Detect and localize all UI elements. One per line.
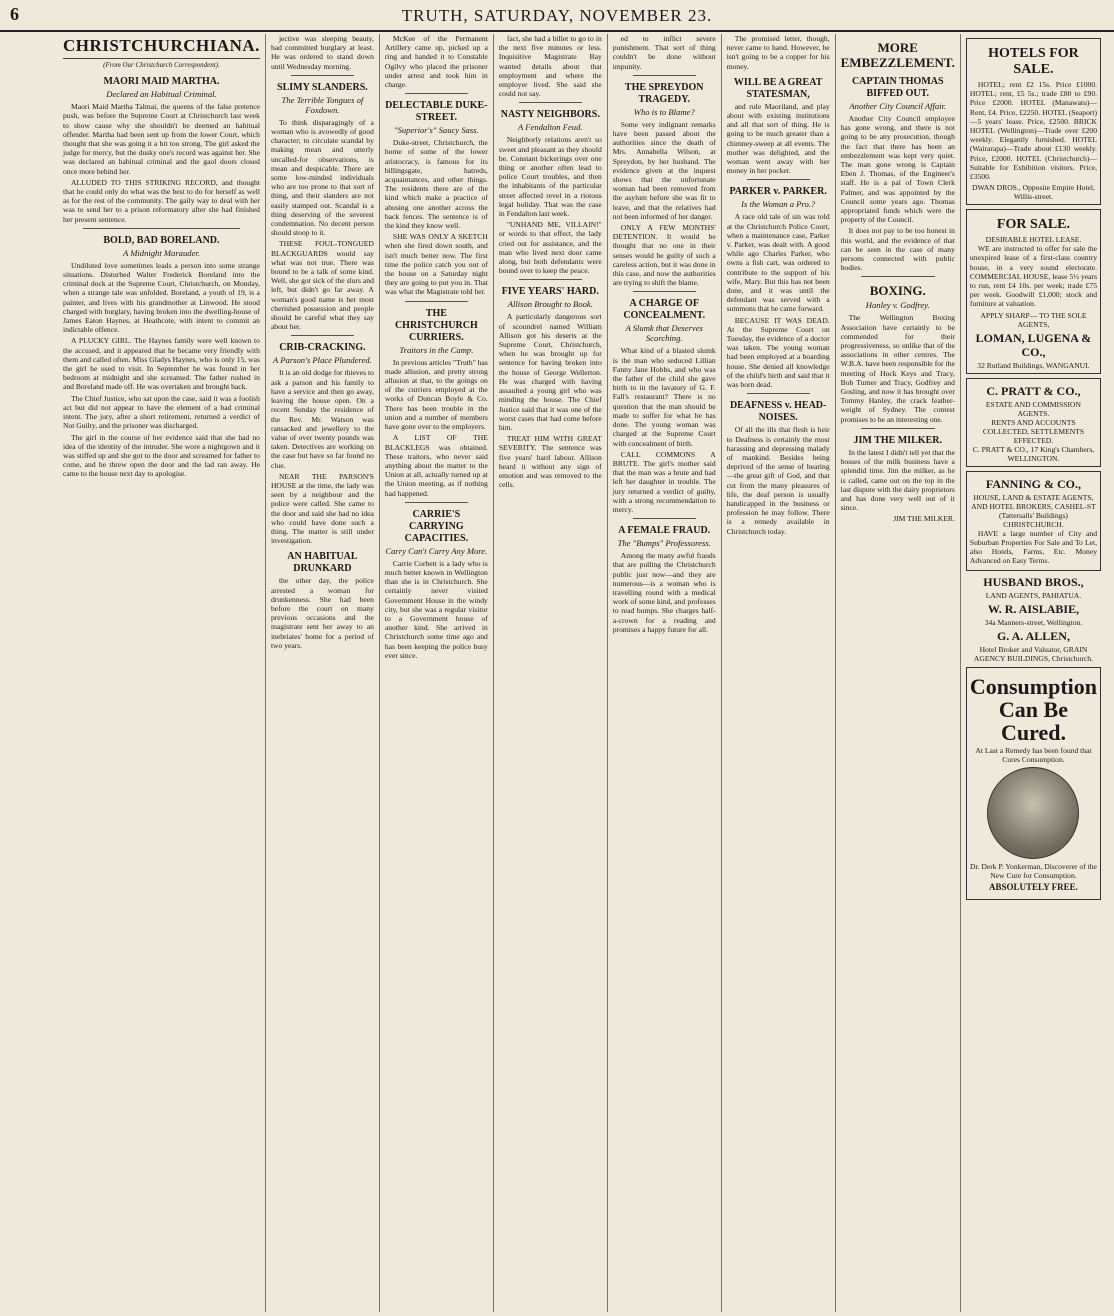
ad-signature: DWAN DROS., Opposite Empire Hotel, Willis-street. xyxy=(971,183,1095,202)
article-deck: "Superior's" Saucy Sass. xyxy=(393,125,479,136)
article-body: Carrie Corbett is a lady who is much better known in Wellington than she is in Christchurch. She certainly never visited Government House in the windy city, but she was a regular visitor to a Government house of another kind. She arrived in Christchurch some time ago and has been keeping the police busy ever since. xyxy=(384,558,488,660)
article-body: In previous articles "Truth" has made allusion, and pretty strong allusion at that, to the goings on of the curriers employed at the works of Duncan Boyle & Co. There has been trouble in the union and a number of members have gone over to the employers. xyxy=(384,357,488,432)
article-headline: MAORI MAID MARTHA. xyxy=(103,76,220,88)
divider xyxy=(519,279,582,280)
ad-address: C. PRATT & CO., 17 King's Chambers, WELLINGTON. xyxy=(972,444,1095,463)
article-deck: A Midnight Marauder. xyxy=(122,247,200,258)
article-body: The girl in the course of her evidence said that she had no idea of the identity of the intruder. She wore a nightgown and it was stiffed up and she got to the door and screamed for father to come, and he threw open the door and the lad ran away. He came to the house next day to apologise. xyxy=(63,432,260,479)
column-4 xyxy=(493,34,607,1312)
article-deck: A Fendalton Feud. xyxy=(518,122,583,133)
article-deck: A Parson's Place Plundered. xyxy=(273,355,372,366)
article-body: Duke-street, Christchurch, the home of some of the lower aristocracy, is famous for its billingsgate, hatreds, acquaintances, and other things. The residents there are of the kind which make a practice of abusing one another across the back fences. The sentence is of the kind they know well. xyxy=(384,138,488,231)
article-deck: A Slumk that Deserves Scorching. xyxy=(625,323,703,344)
article-body: Undiluted love sometimes leads a person into some strange situations. Disturbed Walter Frederick Boreland into the criminal dock at the Supreme Court, Christchurch, on Monday, when a strange tale was unfolded. Boreland, a youth of 19, is a painter, and lives with his grandmother at Linwood. He stood charged with burglary, having broken into the dwelling-house of James Eaton Haynes, at Heathcote, with intent to commit an indictable offence. xyxy=(63,260,260,335)
article-headline: AN HABITUAL DRUNKARD xyxy=(287,551,358,575)
article-body: Some very indignant remarks have been passed about the authorities since the death of Mrs. Annabella Wilson, at Spreydon, by her husband. The evidence given at the inquest shows that the unfortunate woman had been removed from the asylum before she was fit to leave, and that the relatives had not been informed of her danger. xyxy=(612,119,716,221)
article-deck: Hanley v. Godfrey. xyxy=(865,300,930,311)
article-deck: The Terrible Tongues of Foxdown. xyxy=(281,94,364,115)
article-headline: BOXING. xyxy=(869,283,926,299)
divider xyxy=(633,75,696,76)
column-3 xyxy=(379,34,493,1312)
article-body: A LIST OF THE BLACKLEGS was obtained. These traitors, who never said anything about the matter to the Union at all, actually turned up at the Union meeting, as if nothing had happened. xyxy=(384,433,488,498)
divider xyxy=(83,228,240,229)
ad-agent-name: HUSBAND BROS., xyxy=(983,575,1084,590)
divider xyxy=(291,335,354,336)
columns xyxy=(58,34,1106,1312)
article-deck: The "Bumps" Professoress. xyxy=(617,538,711,549)
article-body: In the latest I didn't tell yet that the bosses of the milk business have a splendid time. Jim the milker, as he is called, came out on the top in the last dispute with the dairy proprietors and has done very well out of it since. xyxy=(840,447,955,513)
article-deck: Traitors in the Camp. xyxy=(399,344,474,355)
article-deck: Is the Woman a Pro.? xyxy=(741,199,816,210)
ad-free-offer: ABSOLUTELY FREE. xyxy=(989,882,1078,893)
correspondent-credit: (From Our Christchurch Correspondent). xyxy=(103,61,220,69)
article-headline: BOLD, BAD BORELAND. xyxy=(103,234,220,246)
portrait-caption: Dr. Derk P. Yonkerman, Discoverer of the New Cure for Consumption. xyxy=(969,862,1097,881)
ad-agent-name: FANNING & CO., xyxy=(985,476,1081,491)
ad-address: 34a Manners-street, Wellington. xyxy=(984,618,1083,628)
article-body: A PLUCKY GIRL. The Haynes family were well known to the accused, and it appeared that he became very friendly with them and called often. Miss Gladys Haynes, who is only 15, was the girl he used to visit. In September he was found in her bedroom at midnight and she screamed. The father rushed in and Boreland made off. He was overtaken and brought back. xyxy=(63,336,260,392)
article-body: Another City Council employee has gone wrong, and there is not going to be any prosecution, though the fact that there has been an embezzlement was kept very quiet. The man gone wrong is Captain Eben J. Thomas, of the Engineer's staff. He is a pal of Town Clerk Palmer, and was appointed by the Council some years ago. Thomas appropriated funds which were the property of the Council. xyxy=(840,114,955,225)
article-headline: A CHARGE OF CONCEALMENT. xyxy=(623,298,706,322)
masthead-title: TRUTH, SATURDAY, NOVEMBER 23. xyxy=(401,6,713,25)
ad-subheadline: DESIRABLE HOTEL LEASE. xyxy=(985,235,1082,245)
article-body: Of all the ills that flesh is heir to Deafness is certainly the most harassing and depressing malady of mankind. Besides being deprived of the sense of hearing—the great gift of God, and that cut from the many pleasures of life, the deaf person is usually handicapped in the business or profession he may follow. There is a remedy available in Christchurch today. xyxy=(726,425,830,536)
ad-agent-name: C. PRATT & CO., xyxy=(986,383,1081,398)
divider xyxy=(633,518,696,519)
article-headline: SLIMY SLANDERS. xyxy=(277,81,368,93)
ad-headline: HOTELS FOR SALE. xyxy=(988,46,1079,77)
ad-hotels xyxy=(966,38,1101,205)
article-body: A particularly dangerous sort of scoundrel named William Allison got his deserts at the Supreme Court, Christchurch, when he was brought up for sentence for having broken into the house of George Wellerton. He was charged with having assaulted a young girl who was minding the house. The Chief Justice said that it was one of the worst cases that had come before him. xyxy=(498,312,602,432)
article-body: "UNHAND ME, VILLAIN!" or words to that effect, the lady cried out for assistance, and the man who lived next door came along, but both defendants were bound over to keep the peace. xyxy=(498,220,602,276)
article-body: jective was sleeping beauty, had committed burglary at least. He was ordered to stand down until Wednesday morning. xyxy=(270,34,374,71)
ad-apply: APPLY SHARP— TO THE SOLE AGENTS, xyxy=(980,310,1087,329)
ad-subheadline: LAND AGENTS, PAHIATUA. xyxy=(985,591,1082,601)
article-body: ed to inflict severe punishment. That sort of thing couldn't be done without impunity. xyxy=(612,34,716,71)
article-headline: WILL BE A GREAT STATESMAN, xyxy=(733,76,823,100)
article-subheadline: CAPTAIN THOMAS BIFFED OUT. xyxy=(851,76,944,99)
article-headline: CARRIE'S CARRYING CAPACITIES. xyxy=(404,508,469,544)
article-body: Maori Maid Martha Talmai, the queens of the false pretence push, was before the Supreme Court at Christchurch last week to show cause why she shouldn't be deemed an habitual offender. Martha had been sent up from the lower Court, which thought that she was going it a bit too strong. The girl asked the judge for mercy, but the dusky one's record was against her. She was declared an habitual criminal and the gaol doors closed once more behind her. xyxy=(63,102,260,176)
article-body: BECAUSE IT WAS DEAD. At the Supreme Court on Tuesday, the evidence of a doctor was taken. The young woman had been employed at a boarding house. She denied all knowledge of the child's birth and said that it was born dead. xyxy=(726,315,830,390)
article-headline: NASTY NEIGHBORS. xyxy=(500,109,600,121)
divider xyxy=(405,301,468,302)
article-headline: DEAFNESS v. HEAD-NOISES. xyxy=(729,400,827,424)
article-headline: CRIB-CRACKING. xyxy=(279,342,366,354)
article-body: the other day, the police arrested a woman for drunkenness. She had been before the court on many previous occasions and the magistrate sent her away to an inebriates' home for a period of two years. xyxy=(270,576,374,650)
article-body: The Wellington Boxing Association have certainly to be commended for their progressiveness, so unlike that of the associations in other centres. The W.B.A. have been responsible for the meeting of Hock Keys and Tracy, Bob Turner and Tracy, Godfrey and Gosling, and now it has brought over Tommy Hanley, the crack feather-weight of Sydney. The contest promises to be an interesting one. xyxy=(840,313,955,424)
column-5 xyxy=(607,34,721,1312)
section-title: CHRISTCHURCHIANA. xyxy=(63,36,260,59)
ad-agent-name: W. R. AISLABIE, xyxy=(987,602,1080,617)
divider xyxy=(291,75,354,76)
ad-body: WE are instructed to offer for sale the unexpired lease of a first-class country house, in a very sound electorate. COMMERCIAL HOUSE, lease 5½ years to run, rent £4 10s. per week; trade £75 per week. Goodwill £1,000; stock and furniture at valuation. xyxy=(969,244,1098,309)
ad-body: HAVE a large number of City and Suburban Properties For Sale and To Let, also Hotels, Farms, Etc. Money Advanced on Easy Terms. xyxy=(969,528,1098,566)
article-headline: THE CHRISTCHURCH CURRIERS. xyxy=(394,307,478,343)
article-body: What kind of a blasted slumk is the man who seduced Lillian Fanny Jane Hobbs, and who was the father of the child she gave birth to in the lavatory of G. F. Fall's restaurant? There is no question that the man should be made to suffer for what he has done. The young woman was charged at the Supreme Court with concealment of birth. xyxy=(612,346,716,448)
ad-for-sale xyxy=(966,209,1101,373)
page-number: 6 xyxy=(10,4,19,24)
masthead xyxy=(0,0,1114,32)
article-headline: MORE EMBEZZLEMENT. xyxy=(840,40,955,70)
column-6 xyxy=(721,34,835,1312)
article-body: CALL COMMONS A BRUTE. The girl's mother said that the man was a brute and had left her daughter in trouble. The jury returned a verdict of guilty, with a strong recommendation to mercy. xyxy=(612,449,716,514)
article-body: The Chief Justice, who sat upon the case, said it was a foolish act but did not appear to have the element of a bad criminal intent. The jury, after a short retirement, returned a verdict of Not Guilty, and the prisoner was discharged. xyxy=(63,393,260,431)
column-8-ads xyxy=(960,34,1106,1312)
article-body: fact, she had a billet to go to in the next five minutes or less. Inquisitive Magistrate Bay wanted details about that employment and where the employer lived. She said she could not say. xyxy=(498,34,602,99)
ad-subheadline: At Last a Remedy has been found that Cures Consumption. xyxy=(975,746,1092,765)
article-body: ALLUDED TO THIS STRIKING RECORD, and thought that he could only do what was the best to do for herself as well as for the rest of the community. The gaily way to deal with her was to send her to a prison reformatory after she had finished her present sentence. xyxy=(63,177,260,224)
article-body: To think disparagingly of a woman who is avowedly of good character; to circulate scandal by making mean and utterly uncalled-for observations, is mean and despicable. There are some low-minded individuals who are too prone to that sort of thing, and their slanders are not easily stamped out. Scandal is a thing deserving of the severest condemnation. No decent person should stoop to it. xyxy=(270,117,374,238)
article-body: TREAT HIM WITH GREAT SEVERITY. The sentence was five years' hard labour. Allison heard it without any sign of emotion and was removed to the cells. xyxy=(498,434,602,490)
article-headline: PARKER v. PARKER. xyxy=(729,186,827,198)
article-headline: JIM THE MILKER. xyxy=(853,434,942,446)
column-2 xyxy=(265,34,379,1312)
divider xyxy=(633,291,696,292)
doctor-portrait xyxy=(987,767,1079,859)
ad-subheadline: HOUSE, LAND & ESTATE AGENTS, AND HOTEL BROKERS, CASHEL-ST (Tattersalls' Buildings) CHRISTCHURCH. xyxy=(971,492,1096,529)
article-body: SHE WAS ONLY A SKETCH when she fired down south, and isn't much better now. The first time the police catch you out of the house on a Saturday night they are going to put you in. That was what the Magistrate told her. xyxy=(384,232,488,297)
article-body: Neighborly relations aren't so sweet and pleasant as they should be. Constant bickerings over one thing or another often lead to police Court troubles, and then the inhabitants of the particular street affected revel in a riotous legal holiday. That was the case in Fendalton last week. xyxy=(498,135,602,219)
article-deck: Another City Council Affair. xyxy=(849,101,947,111)
divider xyxy=(405,93,468,94)
article-body: McKee of the Permanent Artillery came up, picked up a ring and handed it to Constable Ogilvy who placed the prisoner under arrest and took him in charge. xyxy=(384,34,488,90)
ad-headline: Consumption Can Be Cured. xyxy=(969,674,1098,746)
article-deck: Allison Brought to Book. xyxy=(507,299,593,310)
article-signature: JIM THE MILKER. xyxy=(893,514,955,524)
article-body: THESE FOUL-TONGUED BLACKGUARDS would say what was not true. There was bound to be a talk of some kind. Well, she got sick of the slurs and left, but didn't go far away. A woman's good name is her most cherished possession and people should be careful what they say about her. xyxy=(270,239,374,332)
article-body: The promised letter, though, never came to hand. However, he isn't going to be a copper for his money. xyxy=(726,34,830,71)
article-body: A race old tale of sin was told at the Christchurch Police Court, when a maintenance case, Parker v. Parker, was dealt with. A good while ago Charles Parker, who owns a fish cart, was ordered to contribute to the support of his wife, Mary. But this has not been done, and it was until the defendant was served with a summons that he came forward. xyxy=(726,212,830,314)
divider xyxy=(861,276,935,277)
article-body: NEAR THE PARSON'S HOUSE at the time, the lady was seen by a neighbour and the police were called. She came to the door and said she had no idea who could have done such a thing. The matter is still under investigation. xyxy=(270,471,374,546)
article-body: and rule Maoriland, and play about with existing institutions and all that sort of thing. He is going to be much greater than a chimney-sweep at all events. The mother was delighted, and the woman went away with her money in her pocket. xyxy=(726,101,830,176)
ad-body: HOTEL; rent £2 15s. Price £1000. HOTEL; rent, £5 5s.; trade £80 to £90. Price £2000. HOTEL (Manawatu)—Rent, £4. Price, £2250. HOTEL (Seaport)—5 years' lease. Price, £2500. BRICK HOTEL (Wellington)—Trade over £200 weekly. Elegantly furnished. HOTEL (Wairarapa)—Trade about £130 weekly. Price, £2000. HOTEL (Christchurch)—Suitable for Exhibition visitors. Price, £3500. xyxy=(969,80,1098,182)
article-body: It is an old dodge for thieves to ask a parson and his family to have a service and then go away, leaving the house open. On a recent Sunday the residence of the Rev. Mr. Watson was ransacked and jewellery to the value of over twenty pounds was taken. Detectives are working on the case but have so far found no clue. xyxy=(270,368,374,470)
divider xyxy=(747,393,810,394)
ad-address: 32 Rutland Buildings, WANGANUI. xyxy=(977,360,1090,370)
ad-agent-name: LOMAN, LUGENA & CO., xyxy=(975,330,1092,359)
article-headline: FIVE YEARS' HARD. xyxy=(501,286,599,298)
ad-headline: FOR SALE. xyxy=(996,217,1071,233)
divider xyxy=(405,502,468,503)
article-headline: DELECTABLE DUKE-STREET. xyxy=(385,100,488,124)
divider xyxy=(747,179,810,180)
ad-consumption xyxy=(966,667,1101,899)
article-deck: Carry Can't Carry Any More. xyxy=(385,545,488,556)
article-headline: THE SPREYDON TRAGEDY. xyxy=(624,81,704,105)
ad-agent-name: G. A. ALLEN, xyxy=(996,629,1070,644)
article-deck: Who is to Blame? xyxy=(633,106,695,117)
article-body: It does not pay to be too honest in this world, and the evidence of that can be seen in the case of many persons connected with public bodies. xyxy=(840,226,955,273)
article-deck: Declared an Habitual Criminal. xyxy=(106,89,217,100)
ad-subheadline: Hotel Broker and Valuator, GRAIN AGENCY BUILDINGS, Christchurch. xyxy=(973,645,1093,664)
ad-fanning xyxy=(966,471,1101,572)
ad-subheadline: ESTATE AND COMMISSION AGENTS. xyxy=(985,399,1082,418)
column-7 xyxy=(835,34,960,1312)
article-body: ONLY A FEW MONTHS' DETENTION. It would be thought that no one in their senses would be guilty of such a careless action, but it was done in this case, and now the authorities are trying to shift the blame. xyxy=(612,223,716,288)
divider xyxy=(861,428,935,429)
ad-body: RENTS AND ACCOUNTS COLLECTED, SETTLEMENTS EFFECTED. xyxy=(982,417,1085,445)
article-body: Among the many awful frauds that are pulling the Christchurch public just now—and they are numerous—is a woman who is travelling round with a medical work of some kind, and professes to read bumps. She charges half-a-crown for a reading and promises a happy future for all. xyxy=(612,551,716,634)
article-headline: A FEMALE FRAUD. xyxy=(618,525,711,537)
column-1 xyxy=(58,34,265,1312)
ad-pratt xyxy=(966,378,1101,467)
divider xyxy=(519,102,582,103)
